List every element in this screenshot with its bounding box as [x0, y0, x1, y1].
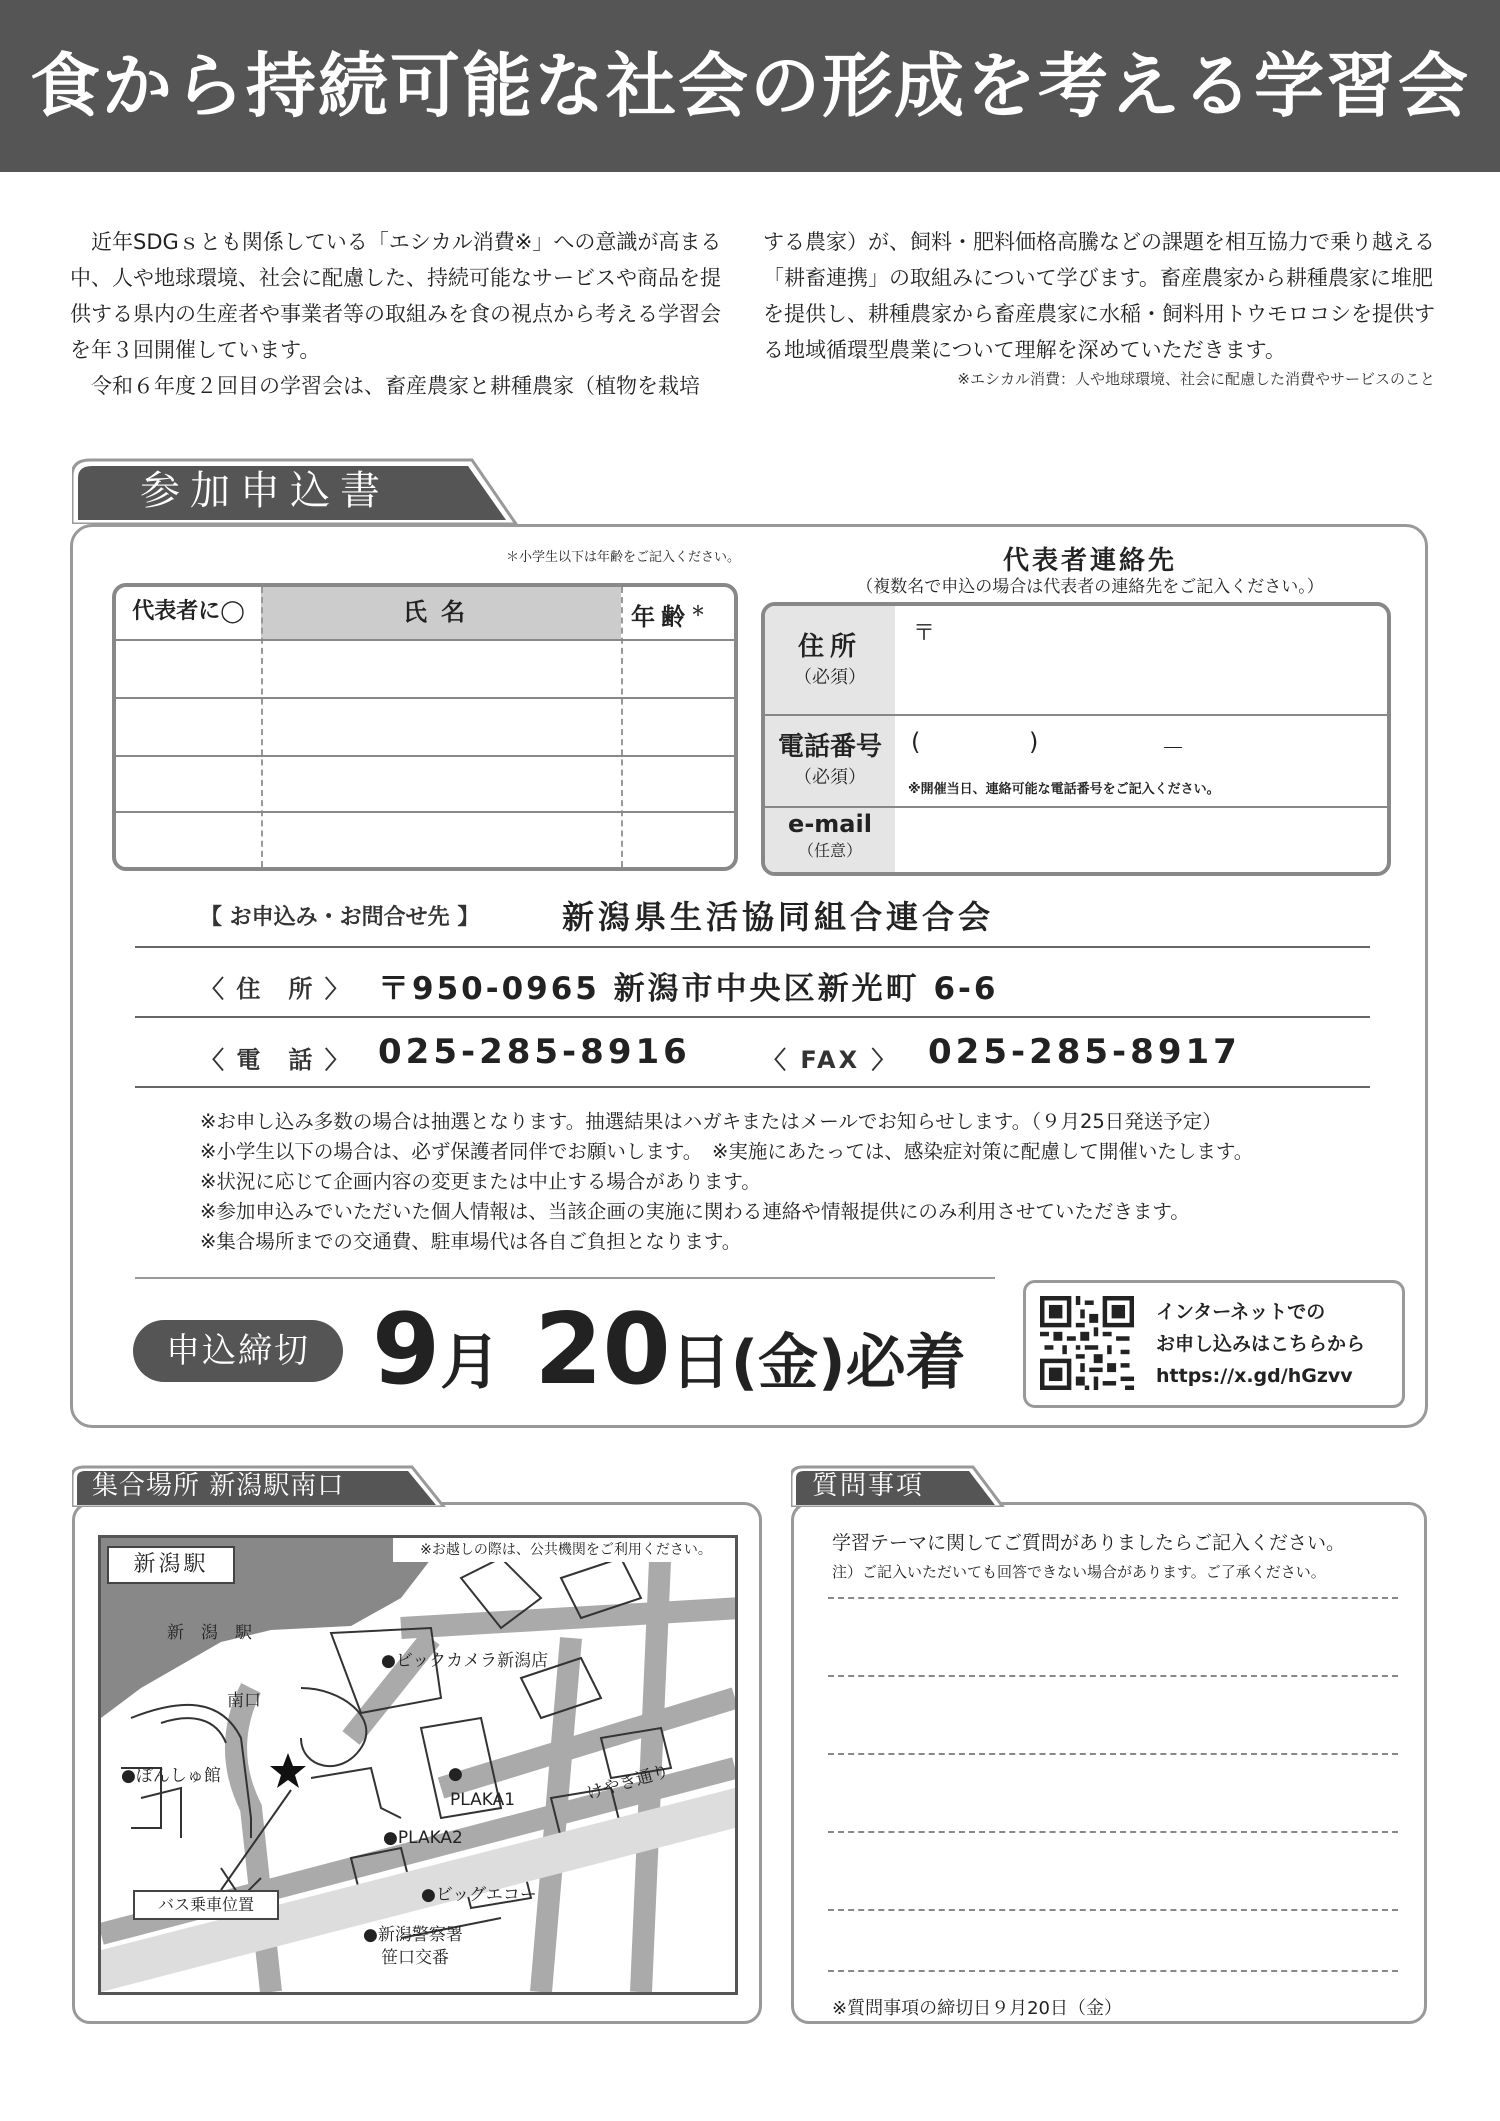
bic-camera-label: ●ビックカメラ新潟店	[381, 1651, 549, 1671]
phone-label: 〈 電 話 〉	[200, 1046, 351, 1074]
question-line[interactable]	[828, 1753, 1398, 1755]
email-field[interactable]	[895, 808, 1391, 876]
online-url[interactable]: https://x.gd/hGzvv	[1156, 1365, 1353, 1387]
phone-field[interactable]	[895, 716, 1391, 776]
phone-label-cell	[765, 716, 895, 806]
postal-mark: 〒	[913, 621, 936, 646]
questions-intro: 学習テーマに関してご質問がありましたらご記入ください。	[832, 1532, 1346, 1554]
bus-stop-label: バス乗車位置	[133, 1890, 279, 1920]
area-map	[98, 1535, 738, 1995]
participant-row[interactable]	[116, 755, 734, 813]
online-line-2: お申し込みはこちらから	[1156, 1333, 1366, 1355]
plaka1-dot: ●	[448, 1764, 463, 1784]
intro-paragraph-3: する農家）が、飼料・肥料価格高騰などの課題を相互協力で乗り越える「耕畜連携」の取組みについて学びます。畜産農家から耕種農家に堆肥を提供し、耕種農家から畜産農家に水稲・飼料用トウモロコシを提供する地域循環型農業について理解を深めていただきます。	[763, 230, 1435, 362]
deadline-day: 20	[534, 1293, 671, 1407]
divider	[135, 1086, 1370, 1088]
honshu-label: ●ぽんしゅ館	[121, 1766, 221, 1786]
phone-label: 電話番号	[777, 732, 882, 762]
participant-row[interactable]	[116, 811, 734, 869]
col-age-mark: ＊	[691, 604, 711, 620]
qr-code-icon[interactable]	[1040, 1296, 1134, 1390]
questions-deadline: ※質問事項の締切日９月20日（金）	[832, 1998, 1122, 2019]
plaka2-label: ●PLAKA2	[383, 1828, 463, 1848]
koban-label: 笹口交番	[381, 1948, 449, 1968]
note-item: ※集合場所までの交通費、駐車場代は各自ご負担となります。	[200, 1230, 742, 1253]
email-label: e-mail	[788, 810, 872, 838]
organizer-address: 〒950-0965 新潟市中央区新光町 6-6	[378, 971, 999, 1007]
question-line[interactable]	[828, 1597, 1398, 1599]
phone-note: ※開催当日、連絡可能な電話番号をご記入ください。	[908, 782, 1220, 797]
deadline-weekday: (金)	[730, 1328, 846, 1398]
note-item: ※状況に応じて企画内容の変更または中止する場合があります。	[200, 1170, 761, 1193]
address-required: （必須）	[794, 667, 866, 688]
phone-paren-open: (	[911, 728, 921, 756]
page-title: 食から持続可能な社会の形成を考える学習会	[30, 45, 1470, 127]
question-line[interactable]	[828, 1909, 1398, 1911]
phone-paren-close: )	[1029, 728, 1039, 756]
note-item: ※小学生以下の場合は、必ず保護者同伴でお願いします。 ※実施にあたっては、感染症対策に配慮して開催いたします。	[200, 1140, 1254, 1163]
phone-dash: －	[1161, 734, 1185, 762]
online-line-1: インターネットでの	[1156, 1301, 1326, 1323]
south-exit-label: 南口	[227, 1691, 261, 1711]
deadline-suffix: 必着	[845, 1328, 966, 1398]
contact-table	[761, 602, 1391, 876]
star-icon	[268, 1751, 308, 1791]
divider	[135, 946, 1370, 948]
deadline-label: 申込締切	[133, 1320, 343, 1382]
keyaki-street-label: けやき通り	[584, 1761, 672, 1805]
divider	[135, 1016, 1370, 1018]
question-line[interactable]	[828, 1970, 1398, 1972]
question-line[interactable]	[828, 1675, 1398, 1677]
application-title: 参加申込書	[140, 468, 390, 514]
station-box-label: 新潟駅	[107, 1546, 235, 1584]
participants-table	[112, 583, 738, 871]
col-representative: 代表者に◯	[132, 599, 245, 624]
ethical-note: ※エシカル消費：人や地球環境、社会に配慮した消費やサービスのこと	[957, 370, 1435, 388]
address-label: 住所	[797, 632, 862, 662]
map-notice: ※お越しの際は、公共機関をご利用ください。	[393, 1538, 738, 1562]
questions-title: 質問事項	[812, 1471, 925, 1501]
big-echo-label: ●ビッグエコー	[421, 1885, 537, 1905]
intro-paragraph-1: 近年SDGｓとも関係している「エシカル消費※」への意識が高まる中、人や地球環境、社会に配慮した、持続可能なサービスや商品を提供する県内の生産者や事業者等の取組みを食の視点から考える学習会を年３回開催しています。	[70, 230, 722, 362]
table-age-note: ＊小学生以下は年齢をご記入ください。	[505, 550, 740, 565]
online-application-text	[1156, 1296, 1365, 1392]
deadline-date	[372, 1295, 966, 1418]
deadline-day-unit: 日	[670, 1328, 731, 1398]
police-label: ●新潟警察署	[363, 1925, 463, 1945]
phone-required: （必須）	[794, 767, 866, 788]
address-field[interactable]	[895, 606, 1391, 714]
note-item: ※参加申込みでいただいた個人情報は、当該企画の実施に関わる連絡や情報提供にのみ利用させていただきます。	[200, 1200, 1190, 1223]
organizer-name: 新潟県生活協同組合連合会	[562, 898, 995, 936]
meeting-place-title: 集合場所 新潟駅南口	[92, 1471, 345, 1501]
inquiry-label: 【 お申込み・お問合せ先 】	[200, 905, 480, 930]
intro-right-column	[763, 224, 1435, 368]
note-item: ※お申し込み多数の場合は抽選となります。抽選結果はハガキまたはメールでお知らせします。（９月25日発送予定）	[200, 1110, 1222, 1133]
deadline-month-unit: 月	[440, 1328, 501, 1398]
organizer-fax: 025-285-8917	[928, 1032, 1241, 1072]
question-line[interactable]	[828, 1831, 1398, 1833]
intro-left-column	[70, 224, 740, 404]
address-label-cell	[765, 606, 895, 714]
fax-label: 〈 FAX 〉	[762, 1046, 899, 1074]
contact-subtitle: （複数名で申込の場合は代表者の連絡先をご記入ください。）	[856, 577, 1324, 597]
station-label: 新 潟 駅	[167, 1623, 252, 1643]
contact-title: 代表者連絡先	[1002, 546, 1177, 576]
plaka1-label: PLAKA1	[450, 1790, 516, 1810]
address-label: 〈 住 所 〉	[200, 975, 351, 1003]
col-age	[621, 587, 721, 637]
organizer-phone: 025-285-8916	[378, 1032, 691, 1072]
intro-paragraph-2: 令和６年度２回目の学習会は、畜産農家と耕種農家（植物を栽培	[91, 374, 700, 398]
participant-row[interactable]	[116, 639, 734, 699]
deadline-month: 9	[372, 1293, 441, 1407]
divider	[135, 1277, 995, 1279]
email-optional: （任意）	[797, 841, 862, 860]
participant-row[interactable]	[116, 697, 734, 757]
email-label-cell	[765, 808, 895, 876]
questions-note: 注）ご記入いただいても回答できない場合があります。ご了承ください。	[832, 1563, 1326, 1581]
notes-list	[200, 1107, 1350, 1257]
col-age-label: 年齢	[631, 603, 691, 631]
col-name: 氏名	[403, 598, 479, 626]
